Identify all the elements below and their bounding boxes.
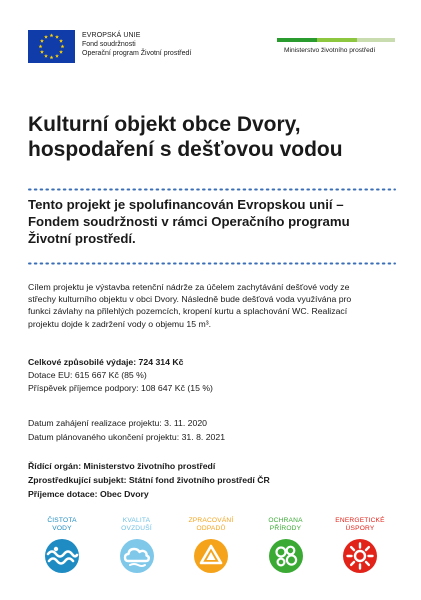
eu-logo-text — [82, 31, 191, 59]
description-line-2: střechy kulturního objektu v obci Dvory. Následně bude dešťová voda využívána pro — [28, 294, 352, 305]
sun-gear-icon — [342, 538, 378, 574]
funding-statement-line-2: Fondem soudržnosti v rámci Operačního programu — [28, 214, 350, 229]
icon-waste-processing — [175, 517, 247, 574]
start-date: Datum zahájení realizace projektu: 3. 11. 2020 — [28, 418, 208, 428]
eu-logo-line-2: Fond soudržnosti — [82, 41, 136, 49]
energy-savings-label: ENERGETICKÉ ÚSPORY — [335, 517, 385, 532]
eu-flag-icon — [28, 30, 75, 63]
page-title-line-1: Kulturní objekt obce Dvory, — [28, 113, 301, 136]
leaf-cluster-icon — [268, 538, 304, 574]
water-waves-icon — [44, 538, 80, 574]
eu-logo-line-1: EVROPSKÁ UNIE — [82, 32, 141, 39]
project-dates — [28, 417, 396, 443]
recipient-contribution: Příspěvek příjemce podpory: 108 647 Kč (15 %) — [28, 383, 213, 394]
total-eligible-costs: Celkové způsobilé výdaje: 724 314 Kč — [28, 357, 184, 367]
end-date: Datum plánovaného ukončení projektu: 31. 8. 2021 — [28, 432, 226, 443]
responsible-bodies — [28, 460, 396, 501]
grant-recipient: Příjemce dotace: Obec Dvory — [28, 489, 149, 500]
funding-statement-line-3: Životní prostředí. — [28, 231, 136, 246]
eu-subsidy: Dotace EU: 615 667 Kč (85 %) — [28, 370, 147, 381]
icon-energy-savings — [324, 517, 396, 574]
ministry-logo — [277, 38, 397, 54]
icon-nature-protection — [250, 517, 322, 574]
ministry-logo-text: Ministerstvo životního prostředí — [284, 47, 376, 54]
project-costs — [28, 356, 396, 395]
description-line-1: Cílem projektu je výstavba retenční nádrže za účelem zachytávání dešťové vody ze — [28, 282, 350, 292]
dotted-rule-bottom — [28, 262, 396, 265]
recycle-triangle-icon — [193, 538, 229, 574]
funding-statement — [28, 196, 398, 247]
waste-processing-label: ZPRACOVÁNÍ ODPADŮ — [188, 517, 234, 532]
priority-axes-icons — [26, 517, 396, 574]
project-description — [28, 281, 396, 330]
eu-logo — [28, 30, 191, 63]
nature-protection-label: OCHRANA PŘÍRODY — [268, 517, 303, 532]
description-line-3: funkci závlahy na přilehlých pozemcích, kropení kurtu a splachování WC. Realizací — [28, 306, 348, 317]
icon-water-purity — [26, 517, 98, 574]
page-title — [28, 112, 398, 162]
water-purity-label: ČISTOTA VODY — [47, 517, 77, 532]
cloud-icon — [119, 538, 155, 574]
air-quality-label: KVALITA OVZDUŠÍ — [121, 517, 152, 532]
eu-logo-line-3: Operační program Životní prostředí — [82, 50, 192, 58]
intermediate-body: Zprostředkující subjekt: Státní fond životního prostředí ČR — [28, 475, 270, 486]
funding-statement-line-1: Tento projekt je spolufinancován Evropskou unií – — [28, 197, 344, 212]
page-title-line-2: hospodaření s dešťovou vodou — [28, 138, 343, 161]
description-line-4: projektu dojde k zadržení vody o objemu 15 m³. — [28, 318, 212, 329]
dotted-rule-top — [28, 188, 396, 191]
icon-air-quality — [101, 517, 173, 574]
ministry-stripe-icon — [277, 38, 395, 42]
managing-authority: Řídící orgán: Ministerstvo životního prostředí — [28, 461, 216, 471]
